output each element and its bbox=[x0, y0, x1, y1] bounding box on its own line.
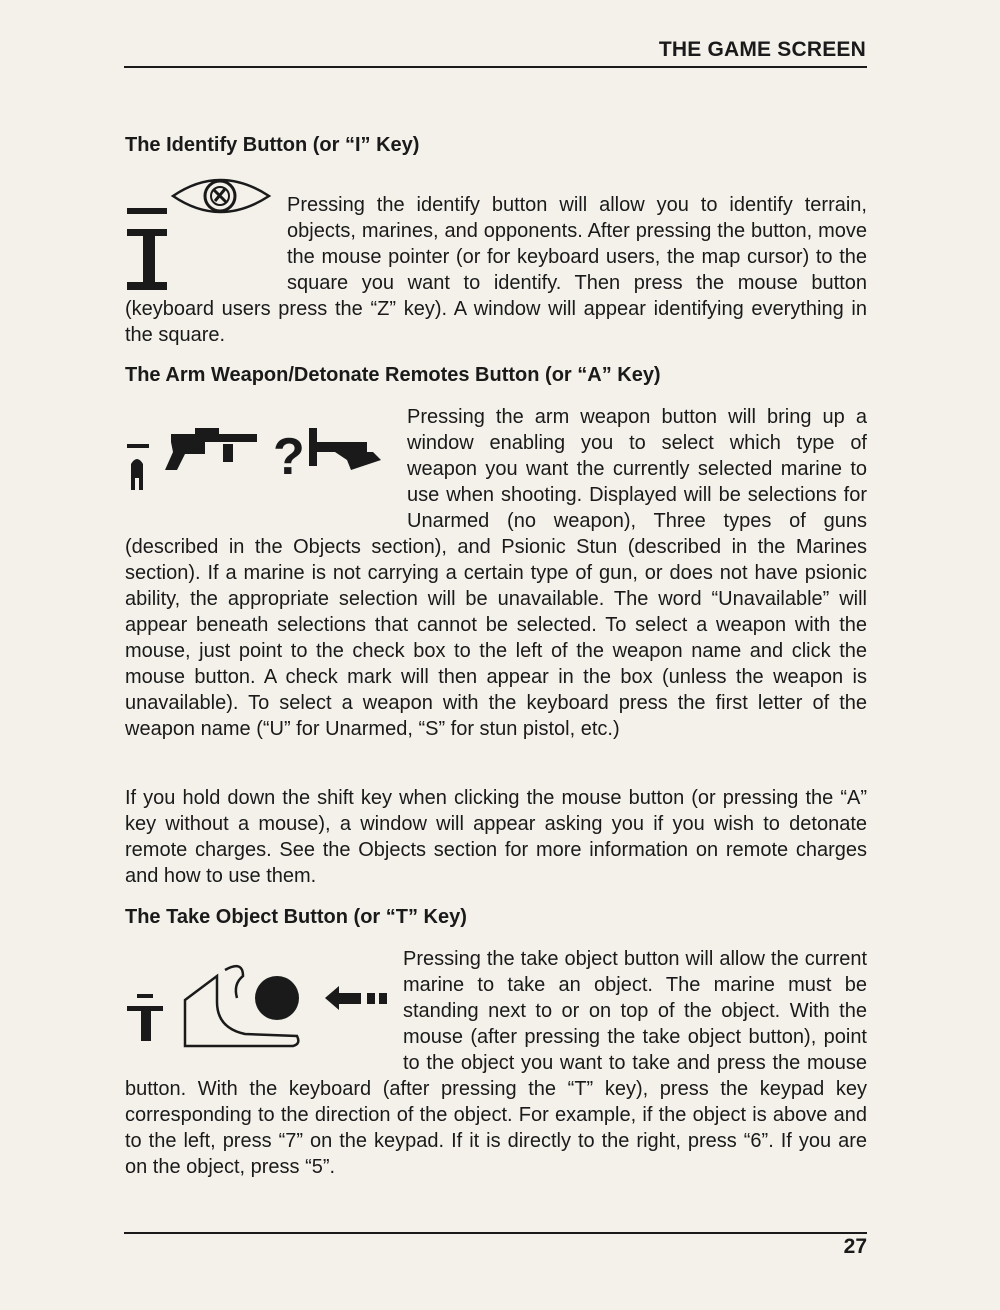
footer-rule bbox=[124, 1232, 867, 1234]
svg-text:?: ? bbox=[273, 428, 305, 486]
page-header-title: THE GAME SCREEN bbox=[658, 38, 866, 61]
section-heading-take-object: The Take Object Button (or “T” Key) bbox=[125, 906, 467, 928]
header-rule bbox=[124, 66, 867, 68]
detonate-remotes-paragraph: If you hold down the shift key when clicking the mouse button (or pressing the “A” key without a mouse), a window will appear asking you if you wish to detonate remote charges. See the Objects section for more information on remote charges and how to use them. bbox=[125, 787, 867, 887]
section-heading-arm-weapon: The Arm Weapon/Detonate Remotes Button (or “A” Key) bbox=[125, 364, 661, 386]
identify-paragraph: Pressing the identify button will allow you to identify terrain, objects, marines, and opponents. After pressing the button, move the mouse pointer (or for keyboard users, the map cursor) to the square you want to identify. Then press the mouse button (keyboard users press the “Z” key). A window will appear identifying everything in the square. bbox=[125, 194, 867, 346]
section-heading-identify: The Identify Button (or “I” Key) bbox=[125, 134, 420, 156]
arm-weapon-paragraph: Pressing the arm weapon button will bring up a window enabling you to select which type of weapon you want the currently selected marine to use when shooting. Displayed will be selections for Unarmed (no weapon), Three types of guns (described in the Objects section), and Psionic Stun (described in the Marines section). If a marine is not carrying a certain type of gun, or does not have psionic ability, the appropriate selection will be unavailable. The word “Unavailable” will appear beneath selections that cannot be selected. To select a weapon with the mouse, just point to the check box to the left of the weapon name and click the mouse button. A check mark will then appear in the box (unless the weapon is unavailable). To select a weapon with the keyboard press the first letter of the weapon name (“U” for Unarmed, “S” for stun pistol, etc.) bbox=[125, 406, 867, 740]
page-number: 27 bbox=[843, 1235, 867, 1258]
take-object-paragraph: Pressing the take object button will allow the current marine to take an object. The marine must be standing next to or on top of the object. With the mouse (after pressing the take object button), point to the object you want to take and press the mouse button. With the keyboard (after pressing the “T” key), press the keypad key corresponding to the direction of the object. For example, if the object is above and to the left, press “7” on the keypad. If it is directly to the right, press “6”. If you are on the object, press “5”. bbox=[125, 948, 867, 1178]
